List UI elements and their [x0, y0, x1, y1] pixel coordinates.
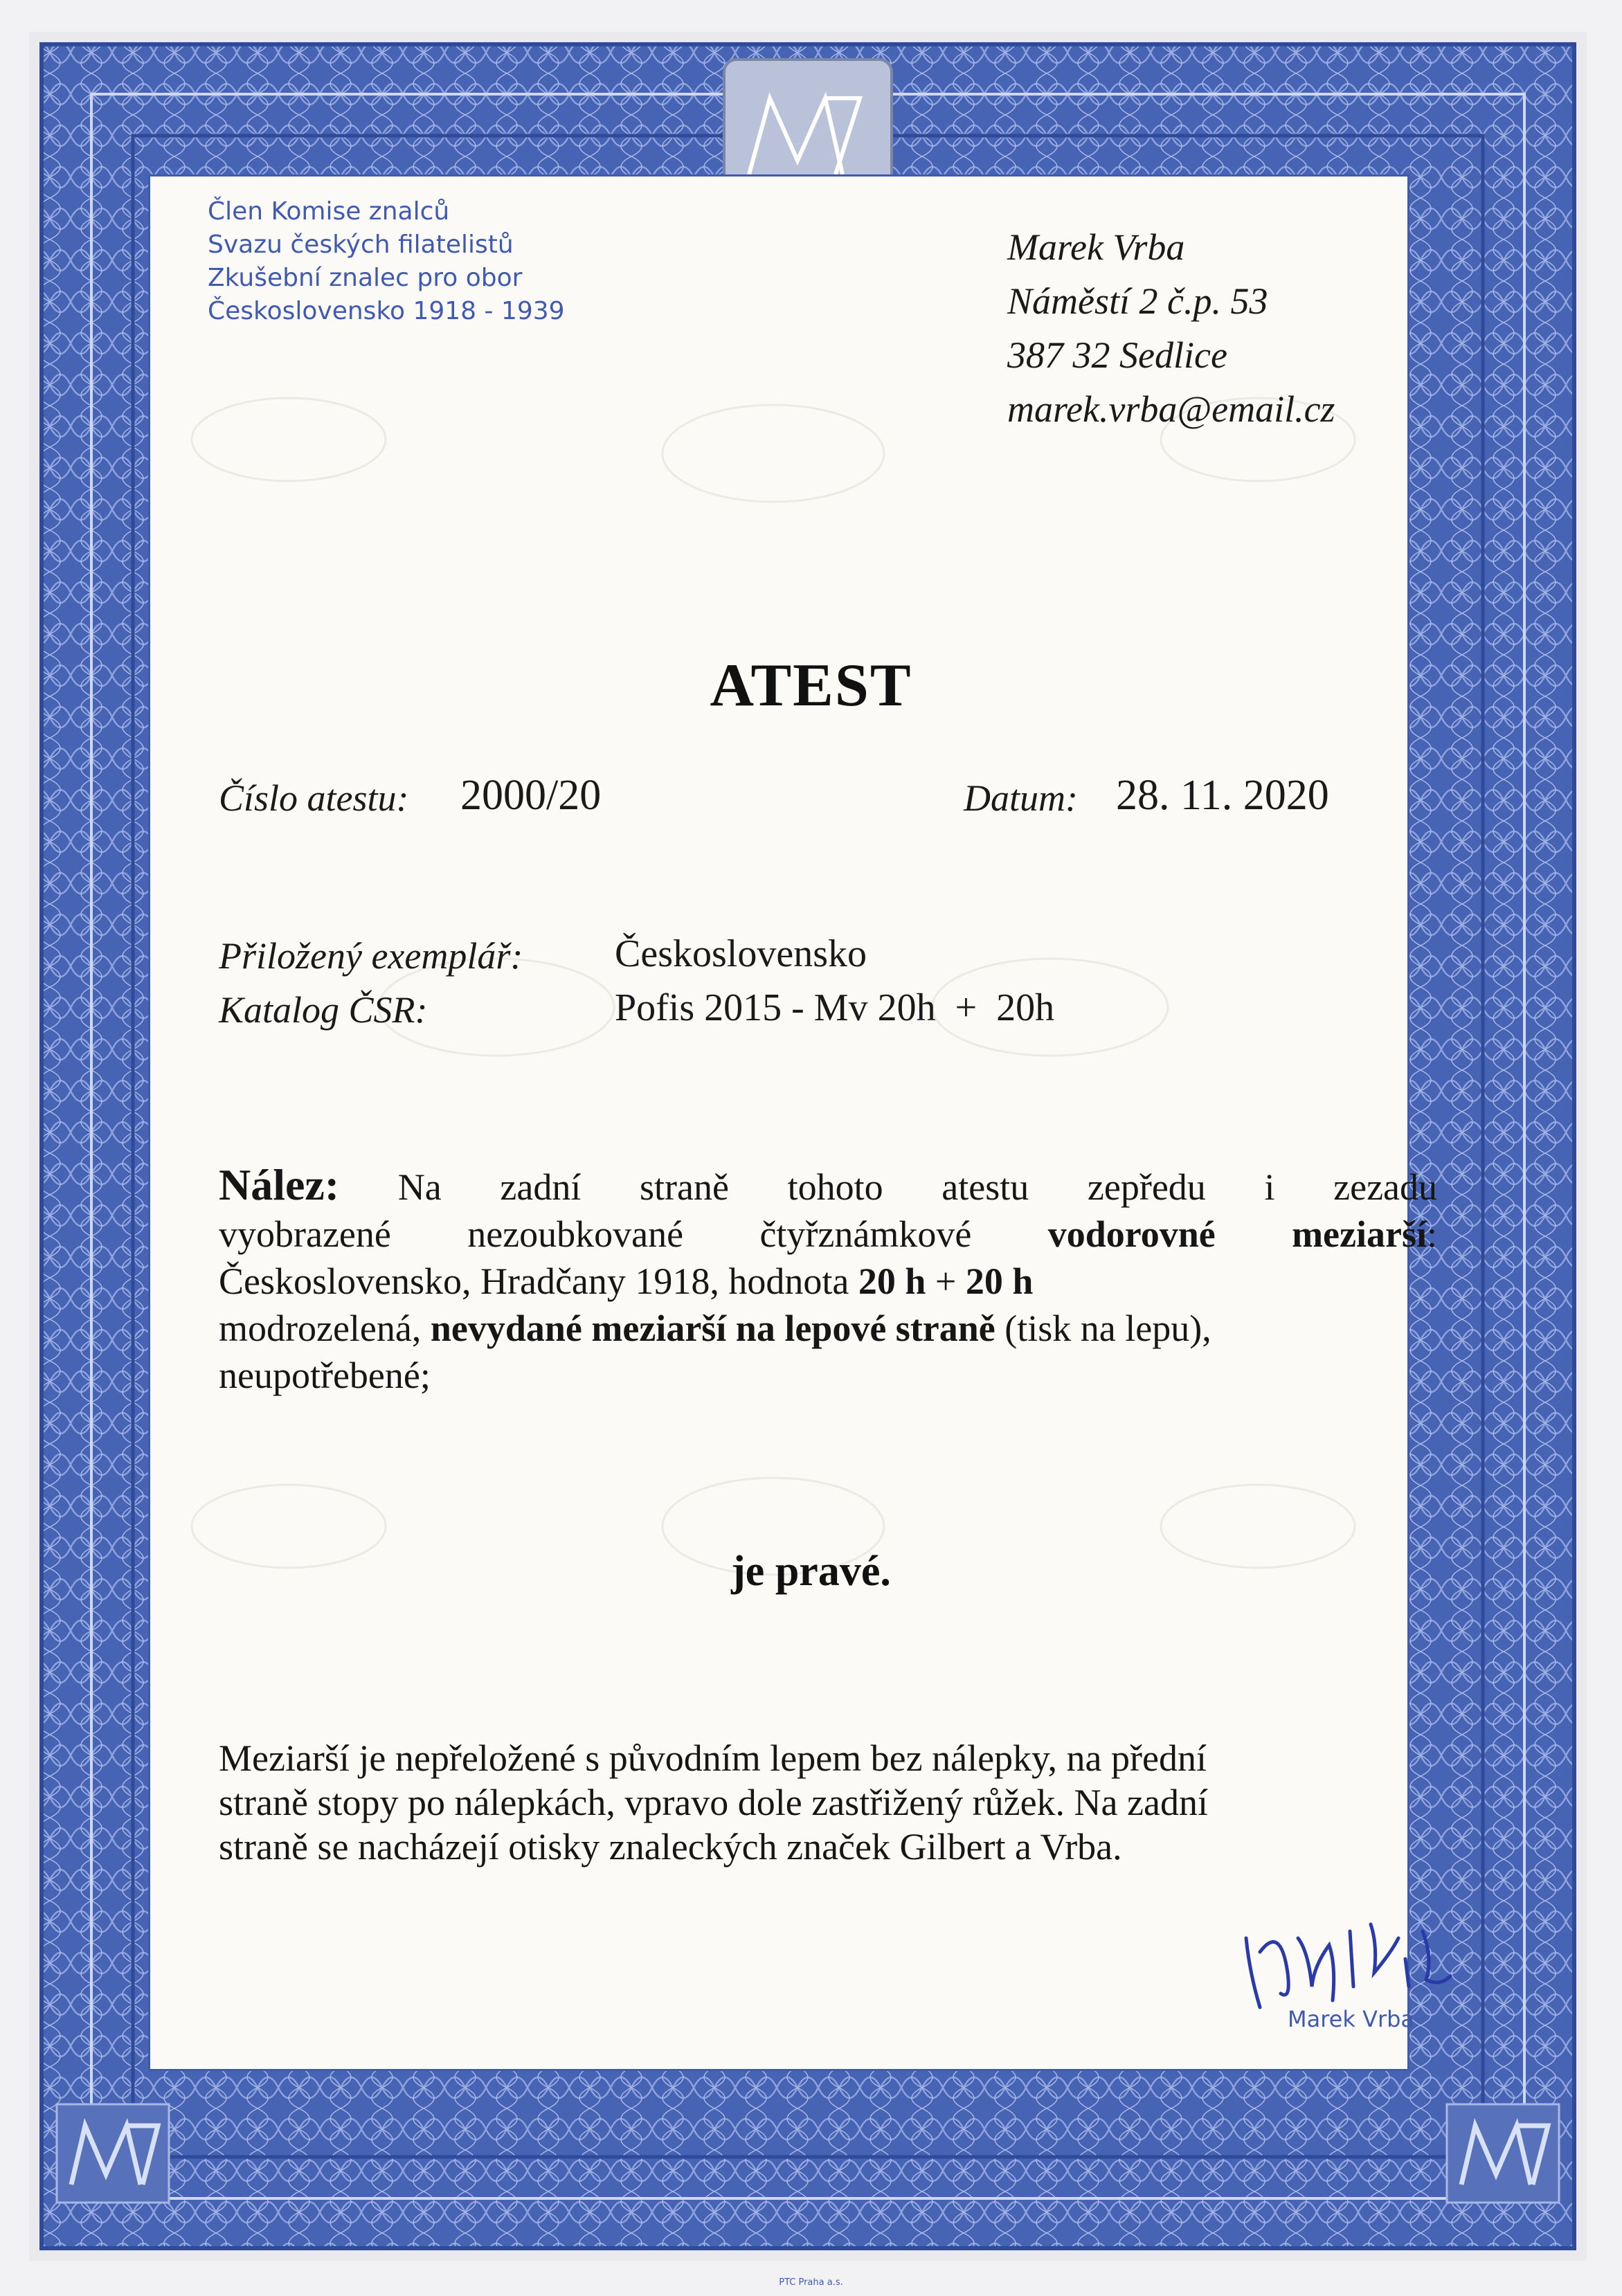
catalog-label: Katalog ČSR: — [219, 989, 428, 1031]
date-value: 28. 11. 2020 — [1116, 772, 1329, 819]
finding-line-4b: nevydané meziarší na lepové straně — [430, 1308, 995, 1349]
finding-paragraph — [219, 1160, 1438, 1398]
finding-line-3d: 20 h — [965, 1260, 1034, 1302]
finding-label: Nález: — [219, 1160, 340, 1209]
description-line-3: straně se nacházejí otisky znaleckých značek Gilbert a Vrba. — [219, 1826, 1122, 1868]
description-line-1: Meziarší je nepřeložené s původním lepem bez nálepky, na přední — [219, 1737, 1207, 1779]
finding-line-1: Na zadní straně tohoto atestu zepředu i zezadu — [397, 1166, 1438, 1208]
attached-specimen-label: Přiložený exemplář: — [219, 935, 523, 977]
verdict: je pravé. — [731, 1548, 891, 1595]
finding-line-3c: + — [926, 1260, 966, 1302]
finding-line-2c: : — [1426, 1213, 1437, 1255]
date-label: Datum: — [964, 777, 1078, 819]
description-line-2: straně stopy po nálepkách, vpravo dole zastřižený růžek. Na zadní — [219, 1782, 1208, 1823]
address-street: Náměstí 2 č.p. 53 — [1007, 280, 1268, 322]
address-name: Marek Vrba — [1007, 226, 1185, 268]
handwritten-signature — [1232, 1910, 1454, 2014]
description-paragraph — [219, 1736, 1439, 1869]
finding-line-4a: modrozelená, — [219, 1308, 431, 1349]
certificate-number-label: Číslo atestu: — [219, 777, 409, 819]
committee-line-3: Zkušební znalec pro obor — [208, 264, 523, 292]
address-email[interactable]: marek.vrba@email.cz — [1007, 388, 1335, 430]
committee-line-4: Československo 1918 - 1939 — [208, 297, 565, 325]
committee-info — [208, 195, 565, 328]
committee-line-1: Člen Komise znalců — [208, 197, 450, 226]
expert-address — [1007, 220, 1335, 436]
committee-line-2: Svazu českých filatelistů — [208, 230, 514, 259]
catalog-value: Pofis 2015 - Mv 20h + 20h — [615, 986, 1055, 1029]
finding-line-5: neupotřebené; — [219, 1355, 431, 1396]
finding-line-3a: Československo, Hradčany 1918, hodnota — [219, 1260, 858, 1302]
finding-line-2b: vodorovné meziarší — [1047, 1213, 1427, 1255]
printer-credit: PTC Praha a.s. — [779, 2277, 843, 2288]
mv-logo-bottom-right — [1444, 2101, 1562, 2205]
finding-line-2a: vyobrazené nezoubkované čtyřznámkové — [219, 1213, 1048, 1255]
finding-line-4c: (tisk na lepu), — [995, 1308, 1211, 1349]
attached-specimen-value: Československo — [615, 932, 867, 975]
certificate-number-value: 2000/20 — [460, 772, 602, 819]
mv-logo-bottom-left — [54, 2101, 172, 2205]
finding-line-3b: 20 h — [858, 1260, 926, 1302]
address-city: 387 32 Sedlice — [1007, 334, 1227, 376]
signer-name: Marek Vrba — [1288, 2006, 1415, 2032]
document-title: ATEST — [710, 652, 912, 719]
